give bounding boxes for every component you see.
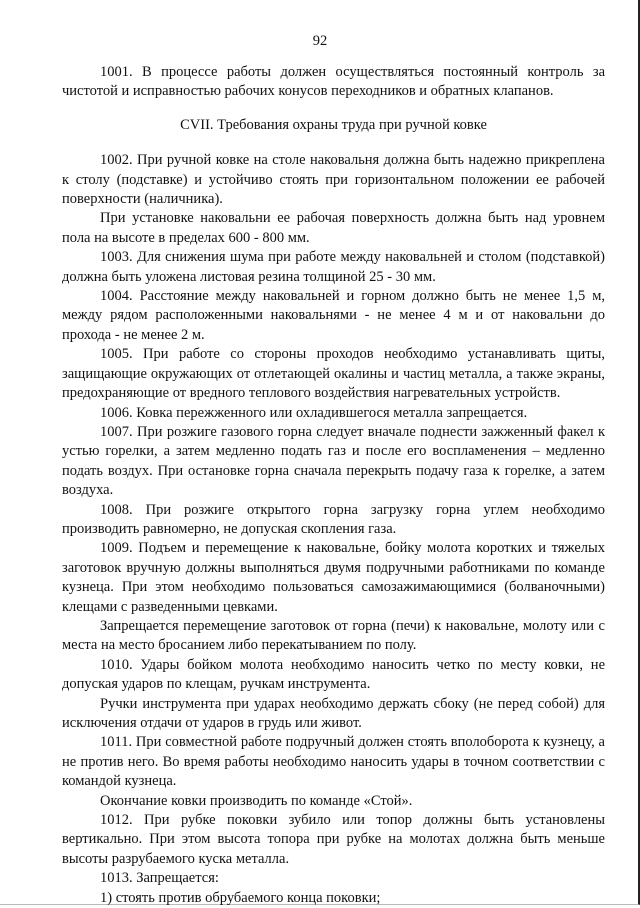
- paragraph-1009: 1009. Подъем и перемещение к наковальне, бойку молота коротких и тяжелых заготовок вручную должны выполняться двумя подручными работниками по команде кузнеца. При этом необходимо пользоваться самозажимающимися (болваночными) клещами с разведенными цевками.: [62, 540, 605, 615]
- section-heading: CVII. Требования охраны труда при ручной ковке: [180, 116, 487, 133]
- page-content: [62, 63, 605, 908]
- paragraph-1001: 1001. В процессе работы должен осуществляться постоянный контроль за чистотой и исправностью рабочих конусов переходников и обратных клапанов.: [62, 64, 605, 100]
- paragraph-1012: 1012. При рубке поковки зубило или топор должны быть установлены вертикально. При этом высота топора при рубке на молотах должна быть меньше высоты разрубаемого куска металла.: [62, 812, 605, 867]
- paragraph-1010-continued: Ручки инструмента при ударах необходимо держать сбоку (не перед собой) для исключения отдачи от ударов в грудь или живот.: [62, 695, 605, 731]
- paragraph-1013-item-1: 1) стоять против обрубаемого конца поковки;: [100, 889, 381, 906]
- paragraph-1010: 1010. Удары бойком молота необходимо наносить четко по месту ковки, не допуская ударов по клещам, ручкам инструмента.: [62, 656, 605, 693]
- paragraph-1004: 1004. Расстояние между наковальней и горном должно быть не менее 1,5 м, между рядом расположенными наковальнями - не менее 4 м и от наковальни до прохода - не менее 2 м.: [62, 288, 605, 343]
- paragraph-1013: 1013. Запрещается:: [100, 870, 219, 887]
- paragraph-1003: 1003. Для снижения шума при работе между наковальней и столом (подставкой) должна быть уложена листовая резина толщиной 25 - 30 мм.: [62, 249, 605, 285]
- paragraph-1009-continued: Запрещается перемещение заготовок от горна (печи) к наковальне, молоту или с места на место бросанием либо перекатыванием по полу.: [62, 617, 605, 654]
- paragraph-1005: 1005. При работе со стороны проходов необходимо устанавливать щиты, защищающие окружающих от отлетающей окалины и частиц металла, а также экраны, предохраняющие от вредного теплового воздействия нагревательных устройств.: [62, 346, 605, 402]
- paragraph-1007: 1007. При розжиге газового горна следует вначале поднести зажженный факел к устью горелки, а затем медленно подать газ и после его воспламенения – медленно подать воздух. При остановке горна сначала перекрыть подачу газа к горелке, а затем воздуха.: [62, 423, 605, 499]
- page-number: 92: [312, 33, 328, 49]
- paragraph-1006: 1006. Ковка пережженного или охладившегося металла запрещается.: [100, 404, 528, 421]
- paragraph-1008: 1008. При розжиге открытого горна загрузку горна углем необходимо производить равномерно, не допуская скопления газа.: [62, 501, 605, 537]
- paragraph-1002: 1002. При ручной ковке на столе наковальня должна быть надежно прикреплена к столу (подставке) и устойчиво стоять при горизонтальном положении ее рабочей поверхности (наличника).: [62, 152, 605, 208]
- paragraph-1002-continued: При установке наковальни ее рабочая поверхность должна быть над уровнем пола на высоте в пределах 600 - 800 мм.: [62, 210, 605, 246]
- paragraph-1011: 1011. При совместной работе подручный должен стоять вполоборота к кузнецу, а не против него. Во время работы необходимо наносить удары в точном соответствии с командой кузнеца.: [62, 734, 605, 790]
- paragraph-1011-continued: Окончание ковки производить по команде «Стой».: [100, 792, 413, 809]
